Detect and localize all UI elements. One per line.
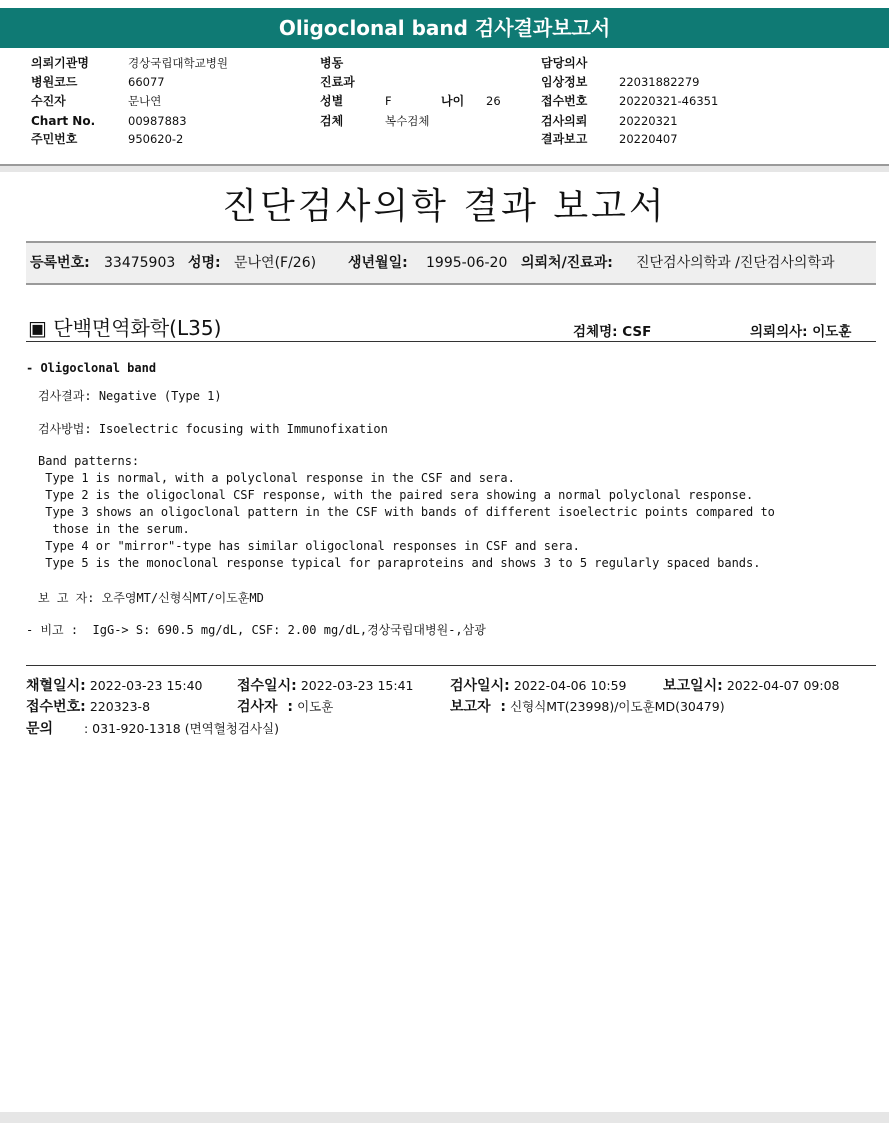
info-specimen [320, 112, 429, 130]
info-value: 22031882279 [619, 75, 700, 89]
info-value: 문나연 [128, 94, 162, 108]
info-label: 성별 [320, 94, 344, 108]
info-resident-no [31, 130, 183, 148]
dept-value: 진단검사의학과 /진단검사의학과 [636, 255, 835, 271]
receipt-label: 접수일시: [237, 678, 297, 694]
square-icon: ▣ [28, 316, 47, 340]
remark-line: - 비고 : IgG-> S: 690.5 mg/dL, CSF: 2.00 mg/dL,경상국립대병원-,삼광 [26, 623, 486, 637]
info-label: 결과보고 [541, 132, 588, 146]
collection-value: 2022-03-23 15:40 [89, 678, 203, 693]
section-title-text: 단백면역화학(L35) [53, 316, 222, 340]
info-result-report [541, 130, 678, 148]
header-title: Oligoclonal band 검사결과보고서 [0, 8, 889, 48]
info-value: 00987883 [128, 114, 187, 128]
receipt-number [26, 696, 150, 716]
info-receipt-no [541, 92, 718, 110]
info-label: 의뢰기관명 [31, 56, 89, 70]
band-pattern-line: Type 2 is the oligoclonal CSF response, with the paired sera showing a normal polyclonal response. [38, 488, 754, 502]
dob-value: 1995-06-20 [426, 255, 508, 271]
inquiry [26, 718, 279, 738]
dob-label: 생년월일: [348, 255, 408, 271]
info-label: 주민번호 [31, 132, 78, 146]
info-value: 복수검체 [385, 114, 430, 128]
reg-no-label: 등록번호: [30, 255, 90, 271]
info-label: 진료과 [320, 75, 355, 89]
specimen-name: 검체명: CSF [573, 324, 652, 340]
inquiry-label: 문의 [26, 721, 54, 737]
info-ward [320, 54, 343, 72]
band-pattern-line: Type 5 is the monoclonal response typical for paraproteins and shows 3 to 5 regularly spaced bands. [38, 556, 761, 570]
section-title [28, 312, 221, 341]
test-time-label: 검사일시: [450, 678, 510, 694]
info-label: Chart No. [31, 114, 96, 128]
dept-label: 의뢰처/진료과: [521, 255, 613, 271]
patient-info-block [0, 48, 889, 166]
test-method: 검사방법: Isoelectric focusing with Immunofixation [38, 422, 388, 436]
receipt-time [237, 675, 413, 695]
info-value: 20220321-46351 [619, 94, 719, 108]
receipt-value: 2022-03-23 15:41 [300, 678, 414, 693]
tester-label: 검사자 : [237, 699, 293, 715]
registration-bar [26, 241, 876, 285]
requesting-doctor: 의뢰의사: 이도훈 [750, 324, 852, 340]
reporter-label: 보고자 : [450, 699, 506, 715]
band-pattern-line: those in the serum. [38, 522, 190, 536]
divider-band [0, 166, 889, 172]
receipt-no-label: 접수번호: [26, 699, 86, 715]
report-title: 진단검사의학 결과 보고서 [222, 186, 667, 227]
test-time-value: 2022-04-06 10:59 [513, 678, 627, 693]
inquiry-value: : 031-920-1318 (면역혈청검사실) [84, 721, 279, 736]
tester [237, 696, 333, 716]
info-label: 검사의뢰 [541, 114, 588, 128]
info-label: 수진자 [31, 94, 66, 108]
info-test-request [541, 112, 678, 130]
info-attending-doctor [541, 54, 619, 72]
info-chart-no [31, 112, 187, 130]
reporter-line: 보 고 자: 오주영MT/신형식MT/이도훈MD [38, 591, 264, 605]
receipt-no-value: 220323-8 [89, 699, 151, 714]
info-department [320, 73, 355, 91]
section-header [26, 310, 876, 342]
info-age-label: 나이 [441, 94, 465, 108]
footer-divider [26, 665, 876, 666]
info-age-value: 26 [486, 94, 501, 108]
tester-value: 이도훈 [297, 699, 334, 714]
test-result: 검사결과: Negative (Type 1) [38, 389, 222, 403]
report-time [663, 675, 839, 695]
collection-label: 채혈일시: [26, 678, 86, 694]
info-hospital-code [31, 73, 165, 91]
info-label: 임상정보 [541, 75, 588, 89]
test-time [450, 675, 626, 695]
reporter-value: 신형식MT(23998)/이도훈MD(30479) [510, 699, 725, 714]
reg-no-value: 33475903 [104, 255, 176, 271]
bottom-band [0, 1112, 889, 1123]
info-sex [320, 92, 501, 110]
info-clinical-info [541, 73, 699, 91]
info-label: 담당의사 [541, 56, 588, 70]
name-label: 성명: [188, 255, 221, 271]
band-pattern-line: Type 1 is normal, with a polyclonal response in the CSF and sera. [38, 471, 515, 485]
info-label: 병원코드 [31, 75, 78, 89]
info-value: 경상국립대학교병원 [128, 56, 228, 70]
info-value: 66077 [128, 75, 165, 89]
info-value: 20220407 [619, 132, 678, 146]
info-value: 950620-2 [128, 132, 184, 146]
info-requesting-institution [31, 54, 228, 72]
band-pattern-line: Type 4 or "mirror"-type has similar oligoclonal responses in CSF and sera. [38, 539, 580, 553]
band-patterns-title: Band patterns: [38, 454, 140, 468]
info-value: 20220321 [619, 114, 678, 128]
test-name: - Oligoclonal band [26, 361, 157, 375]
band-pattern-line: Type 3 shows an oligoclonal pattern in the CSF with bands of different isoelectric points compared to [38, 505, 775, 519]
report-time-label: 보고일시: [663, 678, 723, 694]
name-value: 문나연(F/26) [234, 255, 317, 271]
collection-time [26, 675, 202, 695]
info-label: 병동 [320, 56, 344, 70]
info-value: F [385, 94, 392, 108]
info-label: 접수번호 [541, 94, 588, 108]
info-label: 검체 [320, 114, 344, 128]
reporter [450, 696, 725, 716]
report-time-value: 2022-04-07 09:08 [726, 678, 840, 693]
info-patient-name [31, 92, 161, 110]
